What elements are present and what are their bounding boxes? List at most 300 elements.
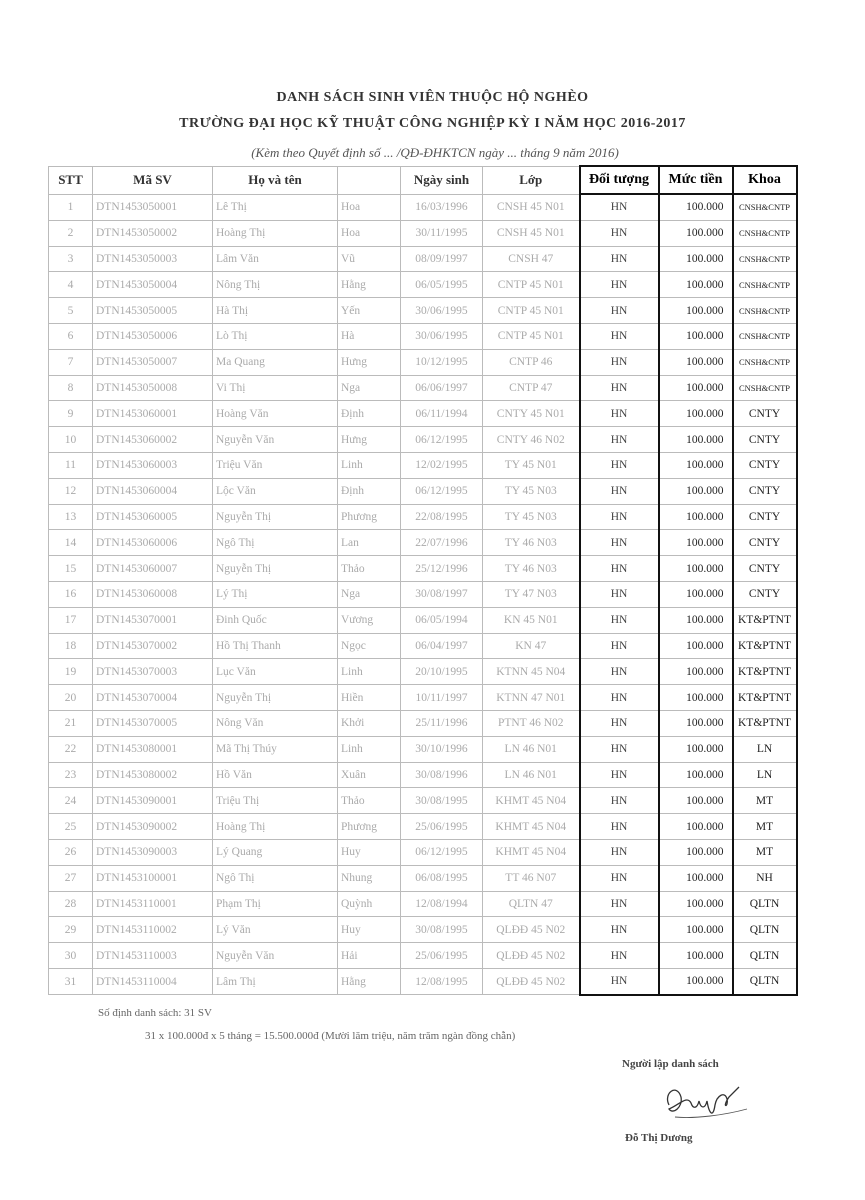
cell-student-id: DTN1453070005 xyxy=(93,710,213,736)
header-full-name: Họ và tên xyxy=(213,166,338,194)
cell-student-id: DTN1453060003 xyxy=(93,452,213,478)
cell-class: KTNN 47 N01 xyxy=(483,685,580,711)
cell-given-name: Nga xyxy=(338,581,401,607)
cell-dob: 08/09/1997 xyxy=(401,246,483,272)
cell-given-name: Ngọc xyxy=(338,633,401,659)
cell-student-id: DTN1453110001 xyxy=(93,891,213,917)
cell-dob: 16/03/1996 xyxy=(401,194,483,220)
cell-faculty: CNSH&CNTP xyxy=(733,272,797,298)
cell-amount: 100.000 xyxy=(659,349,733,375)
cell-amount: 100.000 xyxy=(659,452,733,478)
cell-faculty: KT&PTNT xyxy=(733,633,797,659)
cell-student-id: DTN1453060008 xyxy=(93,581,213,607)
cell-faculty: QLTN xyxy=(733,917,797,943)
cell-class: TY 45 N01 xyxy=(483,452,580,478)
cell-surname: Nguyễn Văn xyxy=(213,943,338,969)
cell-dob: 30/10/1996 xyxy=(401,736,483,762)
cell-amount: 100.000 xyxy=(659,323,733,349)
cell-dob: 22/07/1996 xyxy=(401,530,483,556)
cell-given-name: Thảo xyxy=(338,556,401,582)
cell-stt: 22 xyxy=(49,736,93,762)
cell-category: HN xyxy=(580,917,659,943)
table-row xyxy=(49,246,797,272)
cell-faculty: CNTY xyxy=(733,452,797,478)
table-row xyxy=(49,272,797,298)
table-row xyxy=(49,504,797,530)
cell-student-id: DTN1453110003 xyxy=(93,943,213,969)
table-row xyxy=(49,788,797,814)
cell-category: HN xyxy=(580,968,659,994)
cell-amount: 100.000 xyxy=(659,504,733,530)
cell-class: KN 47 xyxy=(483,633,580,659)
cell-surname: Hà Thị xyxy=(213,298,338,324)
cell-category: HN xyxy=(580,504,659,530)
cell-surname: Nguyễn Văn xyxy=(213,427,338,453)
cell-amount: 100.000 xyxy=(659,710,733,736)
cell-class: TT 46 N07 xyxy=(483,865,580,891)
header-student-id: Mã SV xyxy=(93,166,213,194)
cell-amount: 100.000 xyxy=(659,298,733,324)
cell-surname: Nguyễn Thị xyxy=(213,556,338,582)
cell-dob: 12/08/1994 xyxy=(401,891,483,917)
table-row xyxy=(49,943,797,969)
cell-surname: Triệu Thị xyxy=(213,788,338,814)
cell-dob: 30/08/1996 xyxy=(401,762,483,788)
cell-surname: Ma Quang xyxy=(213,349,338,375)
table-row xyxy=(49,478,797,504)
table-row xyxy=(49,581,797,607)
header-dob: Ngày sinh xyxy=(401,166,483,194)
cell-surname: Hoàng Thị xyxy=(213,220,338,246)
cell-dob: 20/10/1995 xyxy=(401,659,483,685)
cell-stt: 2 xyxy=(49,220,93,246)
cell-given-name: Huy xyxy=(338,917,401,943)
cell-faculty: MT xyxy=(733,839,797,865)
cell-surname: Hồ Thị Thanh xyxy=(213,633,338,659)
total-count-note: Số định danh sách: 31 SV xyxy=(98,1007,212,1019)
cell-stt: 26 xyxy=(49,839,93,865)
cell-category: HN xyxy=(580,452,659,478)
table-row xyxy=(49,659,797,685)
cell-category: HN xyxy=(580,401,659,427)
cell-dob: 30/11/1995 xyxy=(401,220,483,246)
cell-given-name: Hà xyxy=(338,323,401,349)
cell-stt: 10 xyxy=(49,427,93,453)
cell-stt: 13 xyxy=(49,504,93,530)
cell-faculty: MT xyxy=(733,788,797,814)
cell-class: PTNT 46 N02 xyxy=(483,710,580,736)
cell-given-name: Xuân xyxy=(338,762,401,788)
document-title-line2: TRƯỜNG ĐẠI HỌC KỸ THUẬT CÔNG NGHIỆP KỲ I NĂM HỌC 2016-2017 xyxy=(179,116,686,131)
cell-stt: 29 xyxy=(49,917,93,943)
cell-faculty: MT xyxy=(733,814,797,840)
cell-amount: 100.000 xyxy=(659,220,733,246)
cell-given-name: Hoa xyxy=(338,194,401,220)
cell-surname: Nông Văn xyxy=(213,710,338,736)
table-row xyxy=(49,427,797,453)
cell-faculty: CNSH&CNTP xyxy=(733,194,797,220)
cell-amount: 100.000 xyxy=(659,968,733,994)
cell-amount: 100.000 xyxy=(659,530,733,556)
cell-dob: 30/06/1995 xyxy=(401,298,483,324)
cell-surname: Lục Văn xyxy=(213,659,338,685)
cell-faculty: CNTY xyxy=(733,401,797,427)
cell-class: KHMT 45 N04 xyxy=(483,839,580,865)
cell-faculty: CNSH&CNTP xyxy=(733,349,797,375)
table-row xyxy=(49,865,797,891)
cell-stt: 24 xyxy=(49,788,93,814)
cell-faculty: CNSH&CNTP xyxy=(733,323,797,349)
header-given-name xyxy=(338,166,401,194)
table-body xyxy=(49,194,797,995)
cell-faculty: KT&PTNT xyxy=(733,659,797,685)
cell-dob: 30/06/1995 xyxy=(401,323,483,349)
cell-surname: Lê Thị xyxy=(213,194,338,220)
cell-category: HN xyxy=(580,633,659,659)
signature-image xyxy=(655,1075,765,1125)
cell-dob: 06/05/1995 xyxy=(401,272,483,298)
cell-given-name: Linh xyxy=(338,659,401,685)
header-category: Đối tượng xyxy=(580,166,659,194)
cell-category: HN xyxy=(580,478,659,504)
cell-surname: Hồ Văn xyxy=(213,762,338,788)
cell-faculty: CNTY xyxy=(733,427,797,453)
cell-class: CNTP 45 N01 xyxy=(483,323,580,349)
table-row xyxy=(49,194,797,220)
cell-surname: Vi Thị xyxy=(213,375,338,401)
cell-student-id: DTN1453080002 xyxy=(93,762,213,788)
table-row xyxy=(49,452,797,478)
cell-student-id: DTN1453060007 xyxy=(93,556,213,582)
cell-faculty: CNTY xyxy=(733,581,797,607)
cell-dob: 06/08/1995 xyxy=(401,865,483,891)
cell-faculty: QLTN xyxy=(733,891,797,917)
cell-stt: 7 xyxy=(49,349,93,375)
cell-student-id: DTN1453070002 xyxy=(93,633,213,659)
cell-class: TY 45 N03 xyxy=(483,504,580,530)
cell-dob: 25/12/1996 xyxy=(401,556,483,582)
cell-faculty: CNSH&CNTP xyxy=(733,246,797,272)
cell-dob: 10/12/1995 xyxy=(401,349,483,375)
table-row xyxy=(49,401,797,427)
table-row xyxy=(49,349,797,375)
student-table xyxy=(48,165,798,996)
cell-faculty: NH xyxy=(733,865,797,891)
cell-surname: Ngô Thị xyxy=(213,865,338,891)
table-row xyxy=(49,607,797,633)
cell-stt: 15 xyxy=(49,556,93,582)
cell-class: CNTP 46 xyxy=(483,349,580,375)
cell-surname: Nông Thị xyxy=(213,272,338,298)
cell-amount: 100.000 xyxy=(659,427,733,453)
cell-amount: 100.000 xyxy=(659,839,733,865)
table-header-row xyxy=(49,166,797,194)
cell-given-name: Hải xyxy=(338,943,401,969)
cell-given-name: Hưng xyxy=(338,427,401,453)
cell-given-name: Nhung xyxy=(338,865,401,891)
header-class: Lớp xyxy=(483,166,580,194)
cell-category: HN xyxy=(580,556,659,582)
cell-stt: 21 xyxy=(49,710,93,736)
cell-given-name: Quỳnh xyxy=(338,891,401,917)
cell-stt: 6 xyxy=(49,323,93,349)
cell-given-name: Vương xyxy=(338,607,401,633)
total-amount-note: 31 x 100.000đ x 5 tháng = 15.500.000đ (Mười lăm triệu, năm trăm ngàn đồng chẵn) xyxy=(145,1030,516,1042)
cell-category: HN xyxy=(580,839,659,865)
cell-dob: 30/08/1995 xyxy=(401,788,483,814)
cell-dob: 06/12/1995 xyxy=(401,427,483,453)
cell-stt: 8 xyxy=(49,375,93,401)
table-row xyxy=(49,762,797,788)
cell-stt: 12 xyxy=(49,478,93,504)
cell-category: HN xyxy=(580,865,659,891)
cell-student-id: DTN1453050007 xyxy=(93,349,213,375)
cell-student-id: DTN1453090002 xyxy=(93,814,213,840)
cell-student-id: DTN1453070003 xyxy=(93,659,213,685)
cell-surname: Lâm Văn xyxy=(213,246,338,272)
cell-amount: 100.000 xyxy=(659,917,733,943)
cell-surname: Triệu Văn xyxy=(213,452,338,478)
cell-dob: 10/11/1997 xyxy=(401,685,483,711)
cell-class: TY 46 N03 xyxy=(483,530,580,556)
cell-dob: 25/11/1996 xyxy=(401,710,483,736)
cell-category: HN xyxy=(580,788,659,814)
cell-stt: 23 xyxy=(49,762,93,788)
cell-faculty: LN xyxy=(733,736,797,762)
cell-faculty: CNSH&CNTP xyxy=(733,220,797,246)
cell-stt: 4 xyxy=(49,272,93,298)
cell-given-name: Định xyxy=(338,478,401,504)
preparer-name: Đỗ Thị Dương xyxy=(625,1132,693,1144)
cell-category: HN xyxy=(580,762,659,788)
table-row xyxy=(49,530,797,556)
cell-amount: 100.000 xyxy=(659,194,733,220)
cell-stt: 18 xyxy=(49,633,93,659)
cell-faculty: CNSH&CNTP xyxy=(733,375,797,401)
cell-dob: 06/06/1997 xyxy=(401,375,483,401)
cell-student-id: DTN1453050008 xyxy=(93,375,213,401)
cell-given-name: Hoa xyxy=(338,220,401,246)
cell-given-name: Thảo xyxy=(338,788,401,814)
cell-given-name: Phương xyxy=(338,814,401,840)
cell-faculty: LN xyxy=(733,762,797,788)
cell-given-name: Yến xyxy=(338,298,401,324)
cell-class: QLĐĐ 45 N02 xyxy=(483,968,580,994)
cell-student-id: DTN1453060001 xyxy=(93,401,213,427)
cell-amount: 100.000 xyxy=(659,788,733,814)
table-row xyxy=(49,298,797,324)
cell-amount: 100.000 xyxy=(659,943,733,969)
cell-amount: 100.000 xyxy=(659,814,733,840)
cell-dob: 12/08/1995 xyxy=(401,968,483,994)
cell-stt: 16 xyxy=(49,581,93,607)
cell-stt: 28 xyxy=(49,891,93,917)
cell-class: TY 47 N03 xyxy=(483,581,580,607)
cell-given-name: Lan xyxy=(338,530,401,556)
cell-stt: 25 xyxy=(49,814,93,840)
cell-stt: 19 xyxy=(49,659,93,685)
cell-class: QLTN 47 xyxy=(483,891,580,917)
table-row xyxy=(49,556,797,582)
cell-stt: 17 xyxy=(49,607,93,633)
cell-category: HN xyxy=(580,323,659,349)
cell-given-name: Linh xyxy=(338,452,401,478)
cell-dob: 25/06/1995 xyxy=(401,943,483,969)
cell-category: HN xyxy=(580,814,659,840)
cell-surname: Lý Quang xyxy=(213,839,338,865)
cell-surname: Lâm Thị xyxy=(213,968,338,994)
cell-student-id: DTN1453100001 xyxy=(93,865,213,891)
cell-amount: 100.000 xyxy=(659,865,733,891)
cell-surname: Đinh Quốc xyxy=(213,607,338,633)
cell-surname: Lý Văn xyxy=(213,917,338,943)
cell-faculty: CNTY xyxy=(733,530,797,556)
cell-class: CNTP 47 xyxy=(483,375,580,401)
cell-category: HN xyxy=(580,710,659,736)
cell-surname: Mã Thị Thúy xyxy=(213,736,338,762)
cell-amount: 100.000 xyxy=(659,633,733,659)
cell-student-id: DTN1453060006 xyxy=(93,530,213,556)
cell-amount: 100.000 xyxy=(659,246,733,272)
cell-class: LN 46 N01 xyxy=(483,736,580,762)
cell-faculty: CNSH&CNTP xyxy=(733,298,797,324)
cell-given-name: Hưng xyxy=(338,349,401,375)
cell-surname: Lộc Văn xyxy=(213,478,338,504)
cell-class: CNTP 45 N01 xyxy=(483,298,580,324)
cell-given-name: Khởi xyxy=(338,710,401,736)
cell-dob: 06/12/1995 xyxy=(401,478,483,504)
cell-given-name: Định xyxy=(338,401,401,427)
cell-stt: 9 xyxy=(49,401,93,427)
cell-category: HN xyxy=(580,246,659,272)
cell-dob: 12/02/1995 xyxy=(401,452,483,478)
document-subtitle: (Kèm theo Quyết định số ... /QĐ-ĐHKTCN ngày ... tháng 9 năm 2016) xyxy=(251,145,619,160)
cell-dob: 30/08/1997 xyxy=(401,581,483,607)
cell-class: CNTP 45 N01 xyxy=(483,272,580,298)
cell-amount: 100.000 xyxy=(659,891,733,917)
cell-student-id: DTN1453060005 xyxy=(93,504,213,530)
cell-student-id: DTN1453050003 xyxy=(93,246,213,272)
cell-given-name: Nga xyxy=(338,375,401,401)
cell-faculty: KT&PTNT xyxy=(733,607,797,633)
cell-surname: Hoàng Thị xyxy=(213,814,338,840)
cell-faculty: CNTY xyxy=(733,504,797,530)
cell-category: HN xyxy=(580,298,659,324)
cell-dob: 22/08/1995 xyxy=(401,504,483,530)
cell-stt: 11 xyxy=(49,452,93,478)
cell-stt: 20 xyxy=(49,685,93,711)
cell-amount: 100.000 xyxy=(659,685,733,711)
cell-dob: 30/08/1995 xyxy=(401,917,483,943)
header-amount: Mức tiền xyxy=(659,166,733,194)
table-row xyxy=(49,736,797,762)
cell-student-id: DTN1453090001 xyxy=(93,788,213,814)
cell-faculty: QLTN xyxy=(733,943,797,969)
cell-class: TY 45 N03 xyxy=(483,478,580,504)
cell-surname: Nguyễn Thị xyxy=(213,504,338,530)
cell-student-id: DTN1453050005 xyxy=(93,298,213,324)
preparer-label: Người lập danh sách xyxy=(622,1058,719,1070)
cell-category: HN xyxy=(580,891,659,917)
table-row xyxy=(49,633,797,659)
cell-student-id: DTN1453050002 xyxy=(93,220,213,246)
cell-class: QLĐĐ 45 N02 xyxy=(483,917,580,943)
header-stt: STT xyxy=(49,166,93,194)
cell-student-id: DTN1453080001 xyxy=(93,736,213,762)
cell-category: HN xyxy=(580,272,659,298)
cell-student-id: DTN1453070001 xyxy=(93,607,213,633)
cell-category: HN xyxy=(580,685,659,711)
cell-class: CNSH 47 xyxy=(483,246,580,272)
cell-class: KTNN 45 N04 xyxy=(483,659,580,685)
cell-faculty: CNTY xyxy=(733,478,797,504)
cell-amount: 100.000 xyxy=(659,478,733,504)
table-row xyxy=(49,323,797,349)
cell-student-id: DTN1453050006 xyxy=(93,323,213,349)
cell-given-name: Vũ xyxy=(338,246,401,272)
cell-class: KN 45 N01 xyxy=(483,607,580,633)
cell-student-id: DTN1453060002 xyxy=(93,427,213,453)
cell-class: LN 46 N01 xyxy=(483,762,580,788)
cell-class: KHMT 45 N04 xyxy=(483,788,580,814)
cell-student-id: DTN1453050001 xyxy=(93,194,213,220)
table-row xyxy=(49,685,797,711)
cell-surname: Hoàng Văn xyxy=(213,401,338,427)
table-row xyxy=(49,220,797,246)
cell-stt: 31 xyxy=(49,968,93,994)
cell-category: HN xyxy=(580,659,659,685)
cell-category: HN xyxy=(580,530,659,556)
cell-class: CNSH 45 N01 xyxy=(483,220,580,246)
cell-given-name: Huy xyxy=(338,839,401,865)
cell-student-id: DTN1453070004 xyxy=(93,685,213,711)
cell-amount: 100.000 xyxy=(659,736,733,762)
header-faculty: Khoa xyxy=(733,166,797,194)
table-row xyxy=(49,814,797,840)
cell-amount: 100.000 xyxy=(659,556,733,582)
cell-category: HN xyxy=(580,581,659,607)
cell-class: QLĐĐ 45 N02 xyxy=(483,943,580,969)
table-row xyxy=(49,891,797,917)
cell-category: HN xyxy=(580,375,659,401)
cell-stt: 5 xyxy=(49,298,93,324)
cell-stt: 30 xyxy=(49,943,93,969)
cell-given-name: Phương xyxy=(338,504,401,530)
cell-amount: 100.000 xyxy=(659,607,733,633)
cell-dob: 06/12/1995 xyxy=(401,839,483,865)
cell-dob: 25/06/1995 xyxy=(401,814,483,840)
cell-amount: 100.000 xyxy=(659,762,733,788)
cell-stt: 14 xyxy=(49,530,93,556)
table-row xyxy=(49,917,797,943)
cell-stt: 27 xyxy=(49,865,93,891)
cell-amount: 100.000 xyxy=(659,375,733,401)
cell-faculty: KT&PTNT xyxy=(733,710,797,736)
cell-amount: 100.000 xyxy=(659,401,733,427)
cell-student-id: DTN1453110002 xyxy=(93,917,213,943)
cell-category: HN xyxy=(580,427,659,453)
cell-category: HN xyxy=(580,943,659,969)
cell-surname: Phạm Thị xyxy=(213,891,338,917)
cell-category: HN xyxy=(580,349,659,375)
table-row xyxy=(49,968,797,994)
document-title: DANH SÁCH SINH VIÊN THUỘC HỘ NGHÈO xyxy=(276,90,589,105)
cell-given-name: Hằng xyxy=(338,968,401,994)
cell-class: CNSH 45 N01 xyxy=(483,194,580,220)
cell-category: HN xyxy=(580,736,659,762)
cell-student-id: DTN1453050004 xyxy=(93,272,213,298)
cell-category: HN xyxy=(580,607,659,633)
